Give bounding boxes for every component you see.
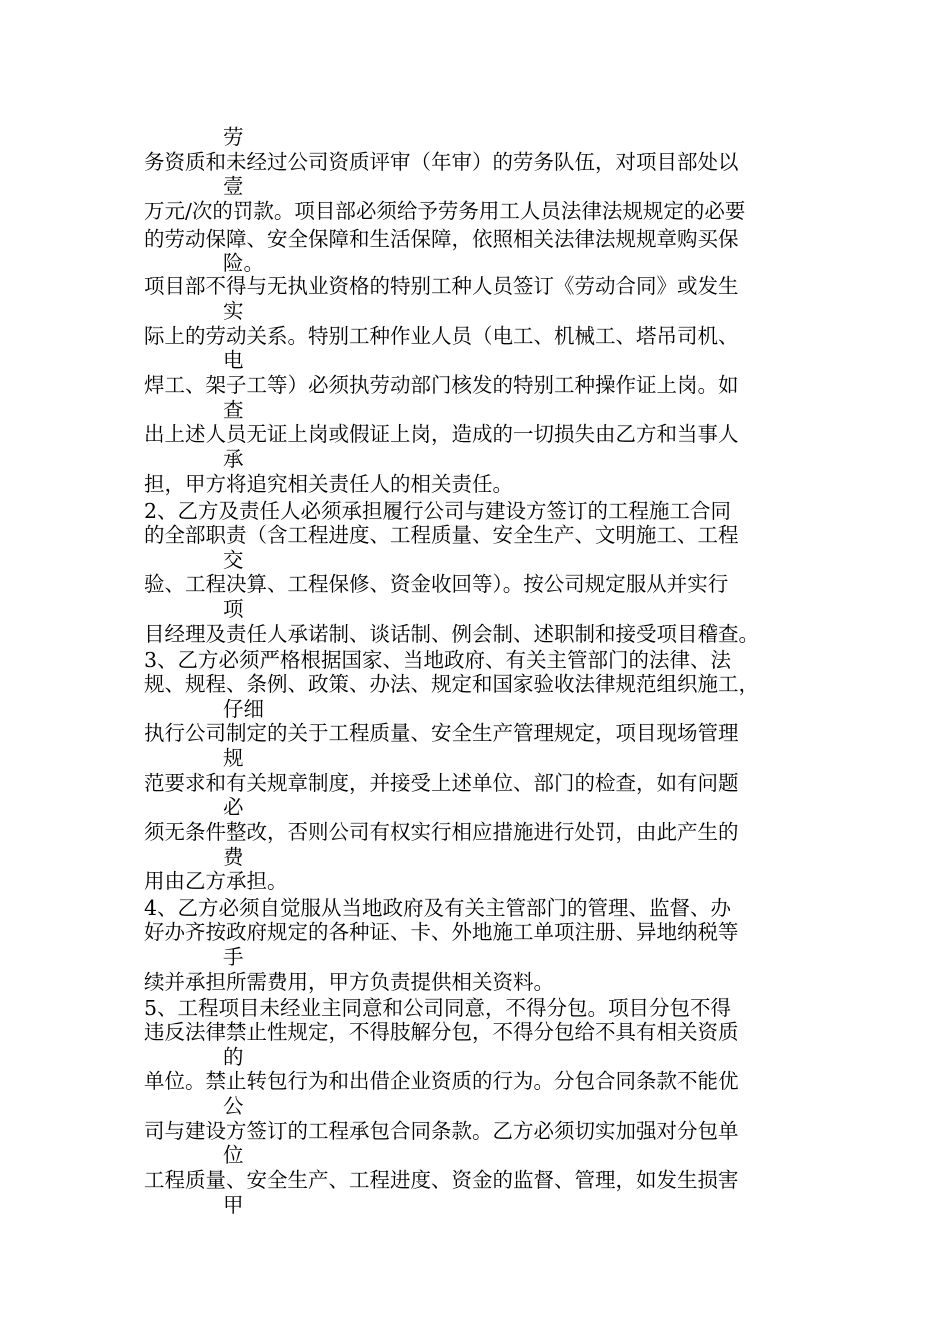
text-line: 范要求和有关规章制度，并接受上述单位、部门的检查，如有问题 (144, 771, 739, 795)
text-line: 5、工程项目未经业主同意和公司同意，不得分包。项目分包不得 (144, 996, 732, 1020)
text-line: 违反法律禁止性规定，不得肢解分包，不得分包给不具有相关资质 (144, 1020, 739, 1044)
text-line: 好办齐按政府规定的各种证、卡、外地施工单项注册、异地纳税等 (144, 920, 739, 944)
text-line: 的 (223, 1045, 244, 1069)
text-line: 工程质量、安全生产、工程进度、资金的监督、管理，如发生损害 (144, 1168, 739, 1192)
text-line: 甲 (223, 1193, 244, 1217)
text-line: 交 (223, 548, 244, 572)
text-line: 险。 (223, 251, 264, 275)
text-line: 承 (223, 447, 244, 471)
text-line: 项 (223, 597, 244, 621)
text-line: 4、乙方必须自觉服从当地政府及有关主管部门的管理、监督、办 (144, 896, 732, 920)
text-line: 位 (223, 1143, 244, 1167)
text-line: 规 (223, 746, 244, 770)
text-line: 单位。禁止转包行为和出借企业资质的行为。分包合同条款不能优 (144, 1069, 739, 1093)
text-line: 目经理及责任人承诺制、谈话制、例会制、述职制和接受项目稽查。 (144, 622, 759, 646)
text-line: 规、规程、条例、政策、办法、规定和国家验收法律规范组织施工， (144, 672, 759, 696)
text-line: 执行公司制定的关于工程质量、安全生产管理规定，项目现场管理 (144, 721, 739, 745)
text-line: 劳 (223, 125, 244, 149)
text-line: 的劳动保障、安全保障和生活保障，依照相关法律法规规章购买保 (144, 227, 739, 251)
text-line: 电 (223, 348, 244, 372)
text-line: 万元/次的罚款。项目部必须给予劳务用工人员法律法规规定的必要 (144, 199, 746, 223)
text-line: 须无条件整改，否则公司有权实行相应措施进行处罚，由此产生的 (144, 820, 739, 844)
text-line: 2、乙方及责任人必须承担履行公司与建设方签订的工程施工合同 (144, 499, 732, 523)
text-line: 的全部职责（含工程进度、工程质量、安全生产、文明施工、工程 (144, 523, 739, 547)
text-line: 查 (223, 398, 244, 422)
text-line: 仔细 (223, 697, 264, 721)
text-line: 际上的劳动关系。特别工种作业人员（电工、机械工、塔吊司机、 (144, 324, 739, 348)
text-line: 出上述人员无证上岗或假证上岗，造成的一切损失由乙方和当事人 (144, 422, 739, 446)
text-line: 续并承担所需费用，甲方负责提供相关资料。 (144, 970, 554, 994)
text-line: 项目部不得与无执业资格的特别工种人员签订《劳动合同》或发生 (144, 274, 739, 298)
text-line: 用由乙方承担。 (144, 869, 288, 893)
text-line: 3、乙方必须严格根据国家、当地政府、有关主管部门的法律、法 (144, 648, 732, 672)
text-line: 实 (223, 299, 244, 323)
text-line: 费 (223, 845, 244, 869)
text-line: 务资质和未经过公司资质评审（年审）的劳务队伍，对项目部处以 (144, 150, 739, 174)
text-line: 公 (223, 1094, 244, 1118)
text-line: 司与建设方签订的工程承包合同条款。乙方必须切实加强对分包单 (144, 1119, 739, 1143)
text-line: 担，甲方将追究相关责任人的相关责任。 (144, 472, 513, 496)
text-line: 必 (223, 795, 244, 819)
text-line: 壹 (223, 174, 244, 198)
text-line: 验、工程决算、工程保修、资金收回等）。按公司规定服从并实行 (144, 572, 729, 596)
text-line: 手 (223, 945, 244, 969)
text-line: 焊工、架子工等）必须执劳动部门核发的特别工种操作证上岗。如 (144, 373, 739, 397)
